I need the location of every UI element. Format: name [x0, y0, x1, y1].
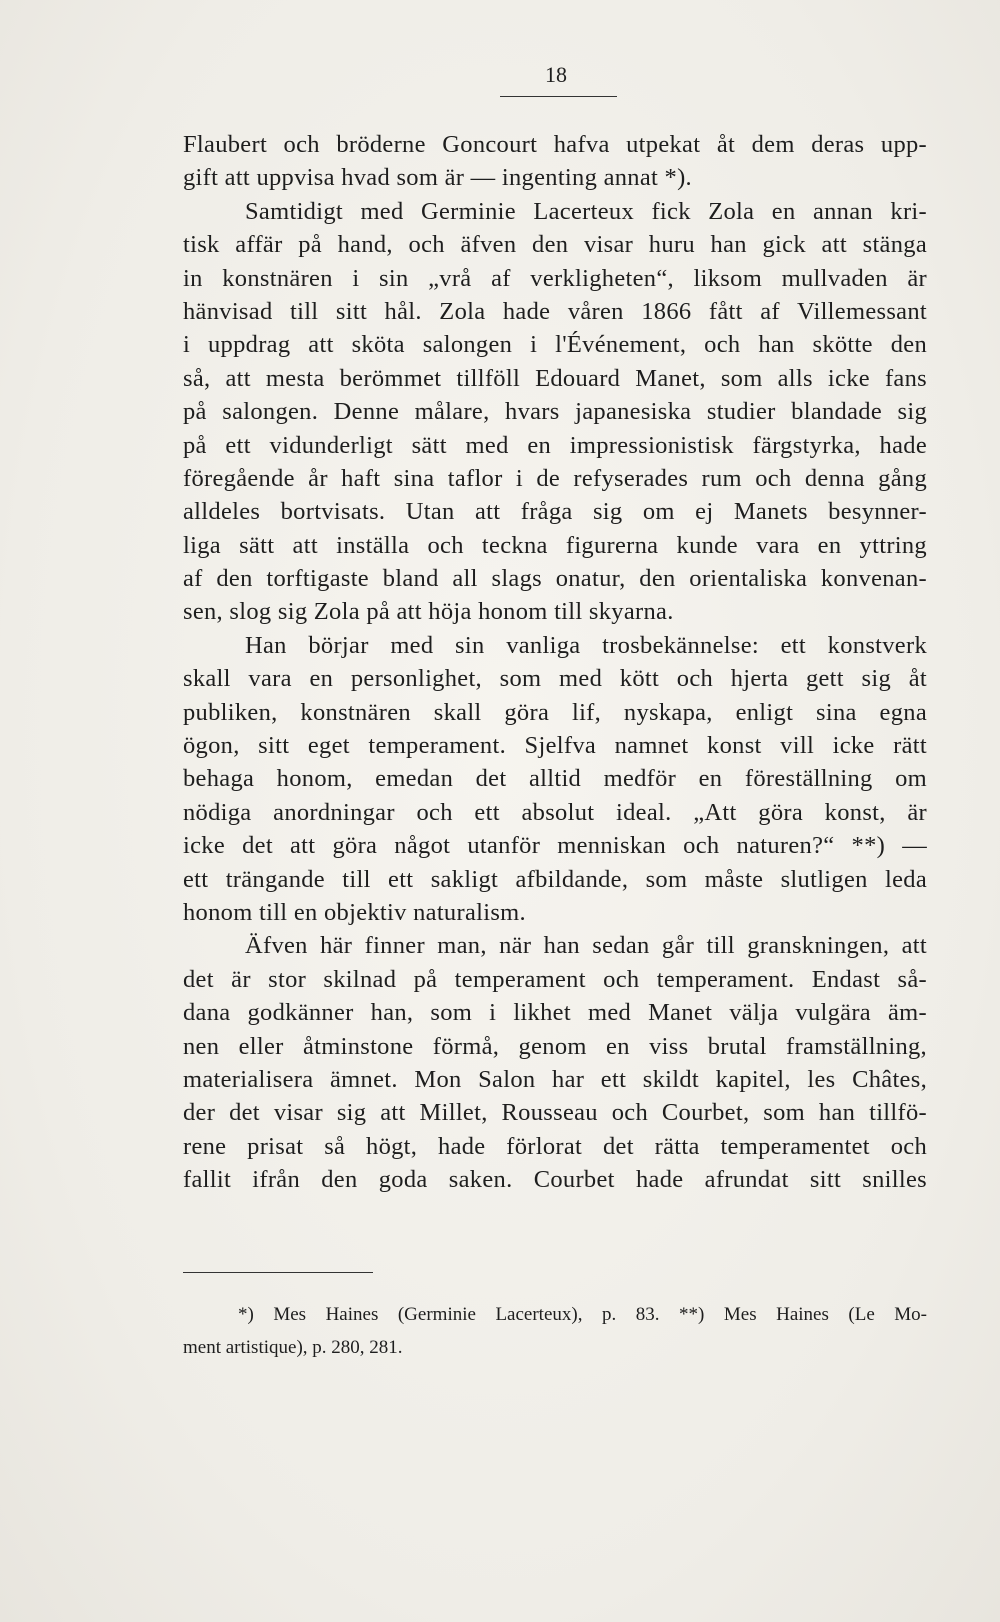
body-text: [183, 128, 927, 1197]
text-line: det är stor skilnad på temperament och temperament. Endast så-: [183, 965, 927, 993]
text-line: nödiga anordningar och ett absolut ideal. „Att göra konst, är: [183, 798, 927, 826]
text-line: Han börjar med sin vanliga trosbekännelse: ett konstverk: [245, 631, 927, 659]
text-line: på salongen. Denne målare, hvars japanesiska studier blandade sig: [183, 398, 927, 426]
text-line: skall vara en personlighet, som med kött och hjerta gett sig åt: [183, 665, 927, 693]
text-line: Äfven här finner man, när han sedan går till granskningen, att: [245, 932, 927, 960]
text-line: der det visar sig att Millet, Rousseau och Courbet, som han tillfö-: [183, 1099, 927, 1127]
footnotes: [183, 1298, 927, 1364]
footnote-line: *) Mes Haines (Germinie Lacerteux), p. 83. **) Mes Haines (Le Mo-: [238, 1304, 927, 1325]
text-line: ögon, sitt eget temperament. Sjelfva namnet konst vill icke rätt: [183, 732, 927, 760]
text-line: föregående år haft sina taflor i de refyserades rum och denna gång: [183, 464, 927, 492]
text-line: materialisera ämnet. Mon Salon har ett skildt kapitel, les Châtes,: [183, 1065, 927, 1093]
text-line: rene prisat så högt, hade förlorat det rätta temperamentet och: [183, 1132, 927, 1160]
text-line: honom till en objektiv naturalism.: [183, 898, 526, 926]
text-line: Samtidigt med Germinie Lacerteux fick Zola en annan kri-: [245, 197, 927, 225]
text-line: tisk affär på hand, och äfven den visar huru han gick att stänga: [183, 231, 927, 259]
text-line: icke det att göra något utanför menniskan och naturen?“ **) —: [183, 832, 927, 860]
text-line: publiken, konstnären skall göra lif, nyskapa, enligt sina egna: [183, 698, 927, 726]
text-line: ett trängande till ett sakligt afbildande, som måste slutligen leda: [183, 865, 927, 893]
text-line: hänvisad till sitt hål. Zola hade våren 1866 fått af Villemessant: [183, 297, 927, 325]
text-line: behaga honom, emedan det alltid medför en föreställning om: [183, 765, 927, 793]
text-line: i uppdrag att sköta salongen i l'Événement, och han skötte den: [183, 331, 927, 359]
text-line: liga sätt att inställa och teckna figurerna kunde vara en yttring: [183, 531, 927, 559]
text-line: in konstnären i sin „vrå af verkligheten“, liksom mullvaden är: [183, 264, 927, 292]
text-line: på ett vidunderligt sätt med en impressionistisk färgstyrka, hade: [183, 431, 927, 459]
footnote-rule: [183, 1272, 373, 1273]
footnote-line: ment artistique), p. 280, 281.: [183, 1337, 403, 1358]
text-line: sen, slog sig Zola på att höja honom till skyarna.: [183, 598, 674, 626]
text-line: nen eller åtminstone förmå, genom en viss brutal framställning,: [183, 1032, 927, 1060]
text-line: dana godkänner han, som i likhet med Manet välja vulgära äm-: [183, 999, 927, 1027]
text-line: Flaubert och bröderne Goncourt hafva utpekat åt dem deras upp-: [183, 131, 927, 158]
text-line: så, att mesta berömmet tillföll Edouard Manet, som alls icke fans: [183, 364, 927, 392]
page-number-rule: [500, 96, 617, 97]
text-line: af den torftigaste bland all slags onatur, den orientaliska konvenan-: [183, 565, 927, 593]
text-line: alldeles bortvisats. Utan att fråga sig om ej Manets besynner-: [183, 498, 927, 526]
text-line: gift att uppvisa hvad som är — ingenting annat *).: [183, 164, 692, 192]
text-line: fallit ifrån den goda saken. Courbet hade afrundat sitt snilles: [183, 1166, 927, 1194]
page-number: 18: [545, 62, 567, 87]
